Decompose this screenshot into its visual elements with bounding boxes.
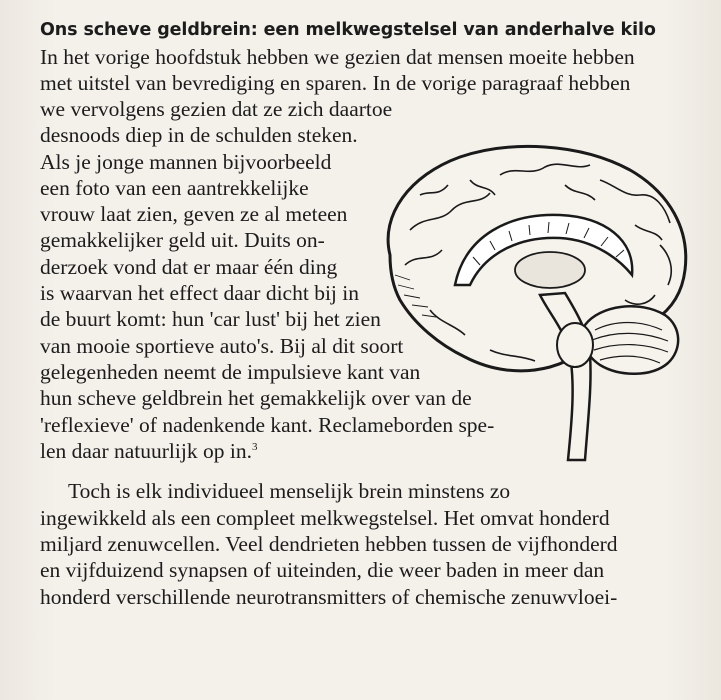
paragraph2-line-4: en vijfduizend synapsen of uiteinden, die weer baden in meer dan (40, 558, 605, 582)
text-line-15: 'reflexieve' of nadenkende kant. Reclameborden spe- (40, 413, 495, 437)
text-line-10: is waarvan het effect daar dicht bij in (40, 281, 359, 305)
brain-pons (557, 323, 593, 367)
paragraph2-line-1: Toch is elk individueel menselijk brein minstens zo (68, 479, 511, 503)
text-line-16 (40, 438, 257, 464)
brain-thalamus (515, 252, 585, 288)
paragraph2-line-2: ingewikkeld als een compleet melkwegstelsel. Het omvat honderd (40, 506, 610, 530)
paragraph2-line-3: miljard zenuwcellen. Veel dendrieten hebben tussen de vijfhonderd (40, 532, 618, 556)
text-line-13: gelegenheden neemt de impulsieve kant van (40, 360, 421, 384)
text-line-9: derzoek vond dat er maar één ding (40, 255, 338, 279)
footnote-mark: 3 (251, 440, 258, 453)
text-line-6: een foto van een aantrekkelijke (40, 176, 309, 200)
text-line-4: desnoods diep in de schulden steken. (40, 123, 358, 147)
text-line-12: van mooie sportieve auto's. Bij al dit soort (40, 334, 404, 358)
text-line-1: In het vorige hoofdstuk hebben we gezien dat mensen moeite hebben (40, 45, 635, 69)
text-line-7: vrouw laat zien, geven ze al meteen (40, 202, 348, 226)
text-line-2: met uitstel van bevrediging en sparen. In de vorige paragraaf hebben (40, 71, 631, 95)
text-line-3: we vervolgens gezien dat ze zich daartoe (40, 97, 393, 121)
brain-illustration (370, 135, 702, 465)
text-line-5: Als je jonge mannen bijvoorbeeld (40, 150, 332, 174)
text-line-8: gemakkelijker geld uit. Duits on- (40, 228, 325, 252)
text-line-14: hun scheve geldbrein het gemakkelijk over van de (40, 386, 472, 410)
section-heading: Ons scheve geldbrein: een melkwegstelsel van anderhalve kilo (40, 20, 656, 40)
text-line-11: de buurt komt: hun 'car lust' bij het zien (40, 307, 381, 331)
paragraph2-line-5: honderd verschillende neurotransmitters of chemische zenuwvloei- (40, 585, 618, 609)
text-line-16-text: len daar natuurlijk op in. (40, 439, 252, 463)
